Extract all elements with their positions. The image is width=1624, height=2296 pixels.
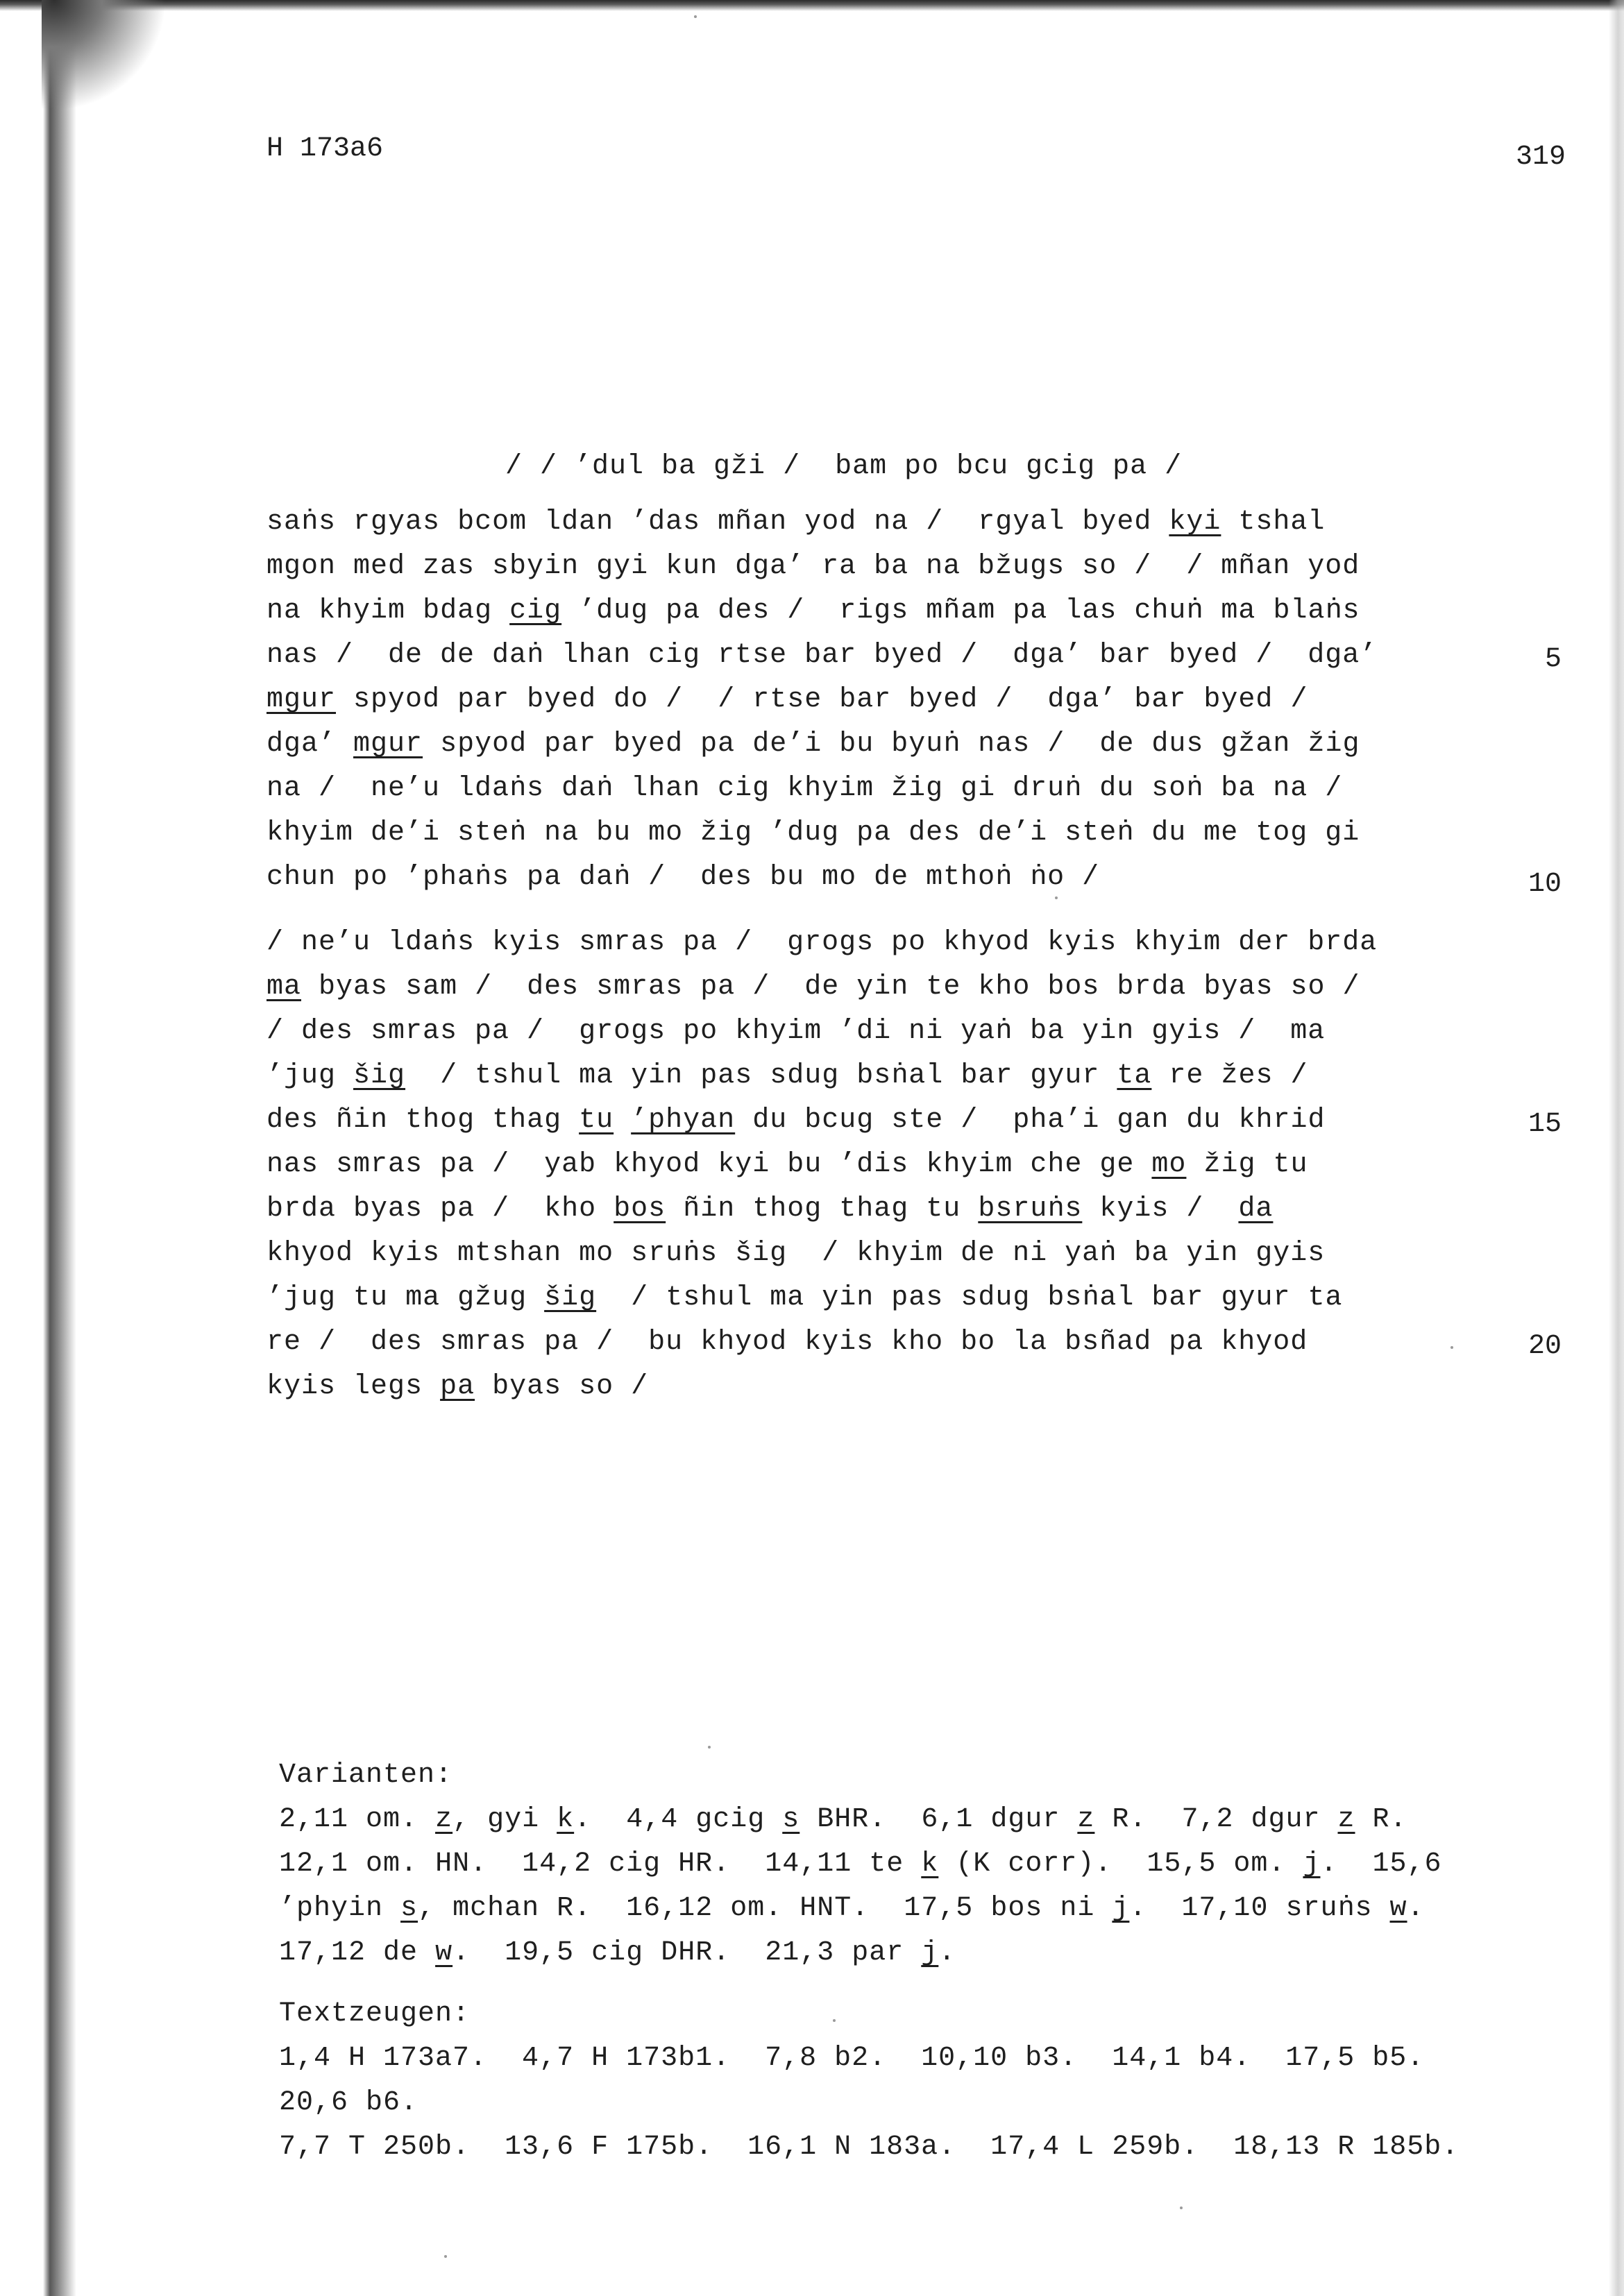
underlined-word: s: [782, 1804, 800, 1835]
underlined-word: j: [1112, 1893, 1130, 1924]
scan-speck: [694, 15, 697, 18]
scan-speck: [444, 2255, 447, 2258]
scan-speck: [1180, 2206, 1183, 2209]
line-number: 10: [1528, 869, 1562, 900]
text-line: des ñin thog thag tu ’phyan du bcug ste / pha’i gan du khrid: [267, 1105, 1326, 1136]
line-number: 15: [1528, 1109, 1562, 1140]
text-line: brda byas pa / kho bos ñin thog thag tu bsruṅs kyis / da: [267, 1193, 1274, 1225]
text-line: re / des smras pa / bu khyod kyis kho bo la bsñad pa khyod: [267, 1327, 1308, 1358]
varianten-line: 17,12 de w. 19,5 cig DHR. 21,3 par j.: [279, 1937, 956, 1968]
text-line: saṅs rgyas bcom ldan ’das mñan yod na / rgyal byed kyi tshal: [267, 507, 1326, 538]
scan-right-edge: [1609, 0, 1624, 2296]
manuscript-reference: H 173a6: [267, 133, 384, 164]
scan-corner-shadow: [42, 0, 167, 111]
text-line: khyod kyis mtshan mo sruṅs šig / khyim de ni yaṅ ba yin gyis: [267, 1238, 1326, 1269]
text-line: kyis legs pa byas so /: [267, 1371, 649, 1402]
text-line: ’jug šig / tshul ma yin pas sdug bsṅal bar gyur ta re žes /: [267, 1060, 1308, 1091]
underlined-word: w: [1389, 1893, 1407, 1924]
underlined-word: bos: [614, 1193, 666, 1225]
underlined-word: mo: [1151, 1149, 1187, 1180]
underlined-word: j: [1303, 1848, 1321, 1880]
underlined-word: z: [1077, 1804, 1095, 1835]
underlined-word: k: [557, 1804, 575, 1835]
varianten-heading: Varianten:: [279, 1760, 453, 1791]
underlined-word: ta: [1117, 1060, 1152, 1091]
underlined-word: z: [1337, 1804, 1355, 1835]
underlined-word: ma: [267, 971, 302, 1003]
underlined-word: z: [435, 1804, 453, 1835]
textzeugen-line: 1,4 H 173a7. 4,7 H 173b1. 7,8 b2. 10,10 b3. 14,1 b4. 17,5 b5.: [279, 2043, 1425, 2074]
line-number: 5: [1544, 644, 1562, 675]
underlined-word: šig: [353, 1060, 406, 1091]
underlined-word: mgur: [353, 729, 423, 760]
underlined-word: šig: [544, 1282, 597, 1313]
underlined-word: s: [400, 1893, 418, 1924]
varianten-line: 2,11 om. z, gyi k. 4,4 gcig s BHR. 6,1 dgur z R. 7,2 dgur z R.: [279, 1804, 1407, 1835]
text-line: dga’ mgur spyod par byed pa de’i bu byuṅ nas / de dus gžan žig: [267, 729, 1360, 760]
textzeugen-heading: Textzeugen:: [279, 1998, 471, 2030]
text-line: / ne’u ldaṅs kyis smras pa / grogs po khyod kyis khyim der brda: [267, 927, 1378, 958]
underlined-word: kyi: [1169, 507, 1221, 538]
textzeugen-line: 7,7 T 250b. 13,6 F 175b. 16,1 N 183a. 17,4 L 259b. 18,13 R 185b.: [279, 2132, 1460, 2163]
text-line: mgur spyod par byed do / / rtse bar byed / dga’ bar byed /: [267, 684, 1308, 715]
text-line: ma byas sam / des smras pa / de yin te kho bos brda byas so /: [267, 971, 1360, 1003]
varianten-line: 12,1 om. HN. 14,2 cig HR. 14,11 te k (K corr). 15,5 om. j. 15,6: [279, 1848, 1442, 1880]
scan-speck: [1450, 1346, 1453, 1349]
line-number: 20: [1528, 1331, 1562, 1362]
page-number: 319: [1515, 142, 1566, 173]
underlined-word: da: [1238, 1193, 1274, 1225]
underlined-word: bsruṅs: [978, 1193, 1083, 1225]
text-line: ’jug tu ma gžug šig / tshul ma yin pas sdug bsṅal bar gyur ta: [267, 1282, 1343, 1313]
text-line: nas smras pa / yab khyod kyi bu ’dis khyim che ge mo žig tu: [267, 1149, 1308, 1180]
scan-speck: [833, 2019, 836, 2022]
underlined-word: k: [921, 1848, 939, 1880]
text-line: mgon med zas sbyin gyi kun dga’ ra ba na bžugs so / / mñan yod: [267, 551, 1360, 582]
text-line: na khyim bdag cig ’dug pa des / rigs mñam pa las chuṅ ma blaṅs: [267, 595, 1360, 627]
scan-speck: [1055, 896, 1058, 899]
text-line: nas / de de daṅ lhan cig rtse bar byed / dga’ bar byed / dga’: [267, 640, 1378, 671]
text-line: khyim de’i steṅ na bu mo žig ’dug pa des de’i steṅ du me tog gi: [267, 817, 1360, 849]
textzeugen-line: 20,6 b6.: [279, 2087, 418, 2118]
text-line: na / ne’u ldaṅs daṅ lhan cig khyim žig gi druṅ du soṅ ba na /: [267, 773, 1343, 804]
underlined-word: ’phyan: [631, 1105, 736, 1136]
underlined-word: tu: [579, 1105, 614, 1136]
underlined-word: mgur: [267, 684, 337, 715]
scan-left-shadow: [0, 0, 76, 2296]
scan-top-edge: [0, 0, 1624, 11]
varianten-line: ’phyin s, mchan R. 16,12 om. HNT. 17,5 bos ni j. 17,10 sruṅs w.: [279, 1893, 1425, 1924]
scan-speck: [708, 1746, 711, 1749]
text-line: / des smras pa / grogs po khyim ’di ni yaṅ ba yin gyis / ma: [267, 1016, 1326, 1047]
underlined-word: w: [435, 1937, 453, 1968]
underlined-word: j: [921, 1937, 939, 1968]
underlined-word: pa: [440, 1371, 475, 1402]
underlined-word: cig: [509, 595, 562, 627]
section-heading-line: / / ’dul ba gži / bam po bcu gcig pa /: [505, 451, 1183, 482]
text-line: chun po ’phaṅs pa daṅ / des bu mo de mthoṅ ṅo /: [267, 862, 1100, 893]
